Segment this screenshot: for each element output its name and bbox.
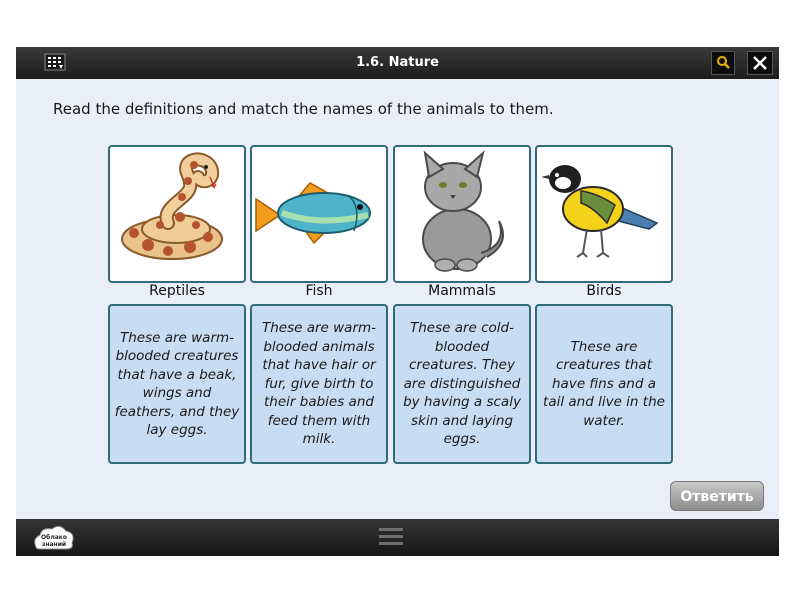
animal-name-mammals: Mammals	[428, 283, 496, 299]
animal-card-mammals[interactable]	[393, 145, 531, 283]
search-button[interactable]	[711, 51, 735, 75]
definition-text: These are cold-blooded creatures. They are distinguished by having a scaly skin and laying eggs.	[403, 320, 521, 448]
drag-handle[interactable]	[378, 525, 404, 549]
answer-button[interactable]: Ответить	[670, 481, 764, 511]
instruction-text: Read the definitions and match the names of the animals to them.	[53, 100, 554, 118]
page-title: 1.6. Nature	[356, 55, 439, 70]
fish-icon	[252, 147, 386, 281]
close-icon	[748, 52, 772, 74]
definition-card[interactable]	[250, 304, 388, 464]
snake-icon	[110, 147, 244, 281]
definition-text: These are warm-blooded creatures that have a beak, wings and feathers, and they lay eggs.	[114, 329, 240, 438]
animal-card-reptiles[interactable]	[108, 145, 246, 283]
definition-card[interactable]	[393, 304, 531, 464]
bird-icon	[537, 147, 671, 281]
definition-card[interactable]	[108, 304, 246, 464]
animal-card-fish[interactable]	[250, 145, 388, 283]
hamburger-icon	[378, 525, 404, 549]
animal-name-fish: Fish	[305, 283, 333, 299]
title-bar	[16, 47, 779, 79]
bottom-bar	[16, 519, 779, 556]
cloud-logo	[30, 521, 78, 553]
animal-name-birds: Birds	[586, 283, 622, 299]
app-window	[16, 47, 779, 556]
cat-icon	[395, 147, 529, 281]
search-icon	[712, 52, 734, 74]
animal-card-birds[interactable]	[535, 145, 673, 283]
definition-text: These are warm-blooded animals that have hair or fur, give birth to their babies and feed them with milk.	[261, 320, 377, 448]
close-button[interactable]	[747, 51, 773, 75]
definition-card[interactable]	[535, 304, 673, 464]
animal-name-reptiles: Reptiles	[149, 283, 205, 299]
definition-text: These are creatures that have fins and a tail and live in the water.	[543, 338, 665, 429]
logo-text: Облако знаний	[41, 534, 67, 548]
